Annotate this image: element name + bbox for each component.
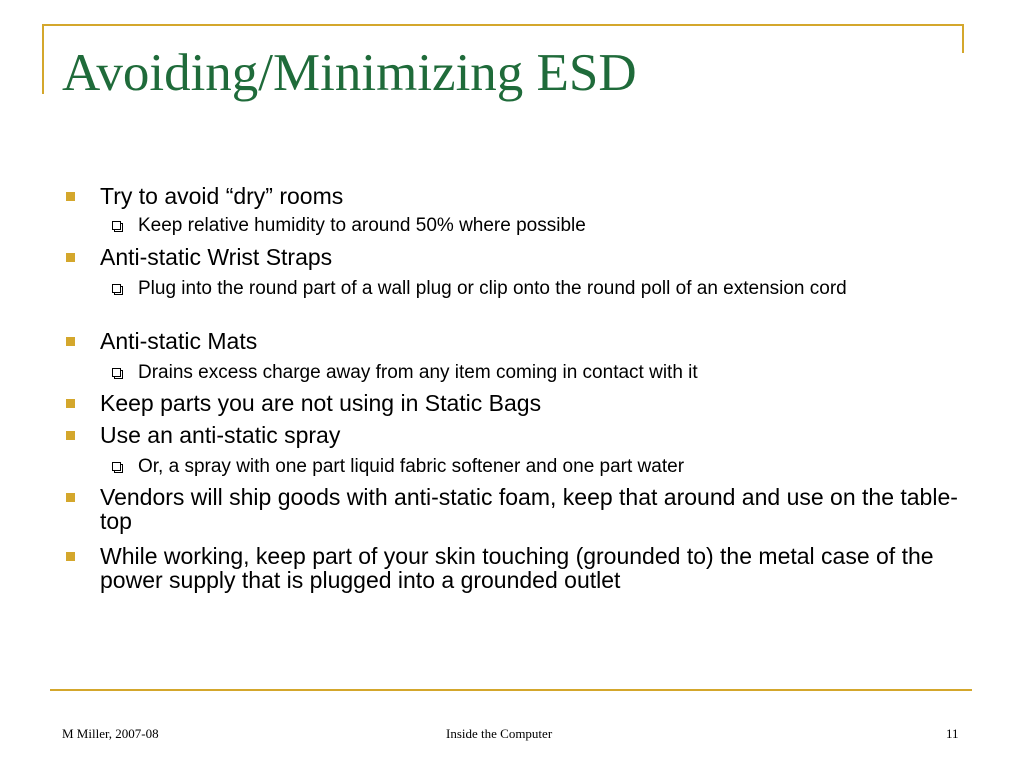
hollow-square-bullet-icon: [112, 221, 121, 230]
square-bullet-icon: [66, 431, 75, 440]
bullet-text: Vendors will ship goods with anti-static foam, keep that around and use on the table-top: [100, 484, 958, 534]
bullet-item: [100, 184, 970, 208]
square-bullet-icon: [66, 399, 75, 408]
square-bullet-icon: [66, 493, 75, 502]
bullet-text: Try to avoid “dry” rooms: [100, 183, 344, 209]
sub-bullet-item: [138, 456, 958, 477]
slide-title: Avoiding/Minimizing ESD: [62, 44, 637, 102]
bullet-item: [100, 423, 970, 447]
sub-bullet-item: [138, 215, 958, 236]
square-bullet-icon: [66, 552, 75, 561]
footer-divider-line: [50, 689, 972, 691]
bullet-text: While working, keep part of your skin touching (grounded to) the metal case of the power supply that is plugged into a grounded outlet: [100, 543, 934, 593]
bullet-item: [100, 544, 970, 592]
bullet-text: Keep parts you are not using in Static Bags: [100, 390, 542, 416]
bullet-text: Use an anti-static spray: [100, 422, 341, 448]
bullet-item: [100, 485, 970, 533]
hollow-square-bullet-icon: [112, 462, 121, 471]
footer-title: Inside the Computer: [446, 726, 553, 741]
bullet-item: [100, 329, 970, 353]
square-bullet-icon: [66, 337, 75, 346]
bullet-item: [100, 391, 970, 415]
sub-bullet-text: Keep relative humidity to around 50% where possible: [138, 215, 586, 236]
square-bullet-icon: [66, 192, 75, 201]
square-bullet-icon: [66, 253, 75, 262]
footer-author: M Miller, 2007-08: [62, 726, 159, 741]
sub-bullet-text: Or, a spray with one part liquid fabric softener and one part water: [138, 456, 685, 477]
sub-bullet-item: [138, 278, 958, 299]
hollow-square-bullet-icon: [112, 284, 121, 293]
slide-number: 11: [946, 726, 959, 741]
bullet-item: [100, 245, 970, 269]
sub-bullet-text: Drains excess charge away from any item coming in contact with it: [138, 362, 698, 383]
bullet-text: Anti-static Mats: [100, 328, 258, 354]
hollow-square-bullet-icon: [112, 368, 121, 377]
bullet-text: Anti-static Wrist Straps: [100, 244, 333, 270]
sub-bullet-text: Plug into the round part of a wall plug or clip onto the round poll of an extension cord: [138, 278, 847, 299]
sub-bullet-item: [138, 362, 958, 383]
